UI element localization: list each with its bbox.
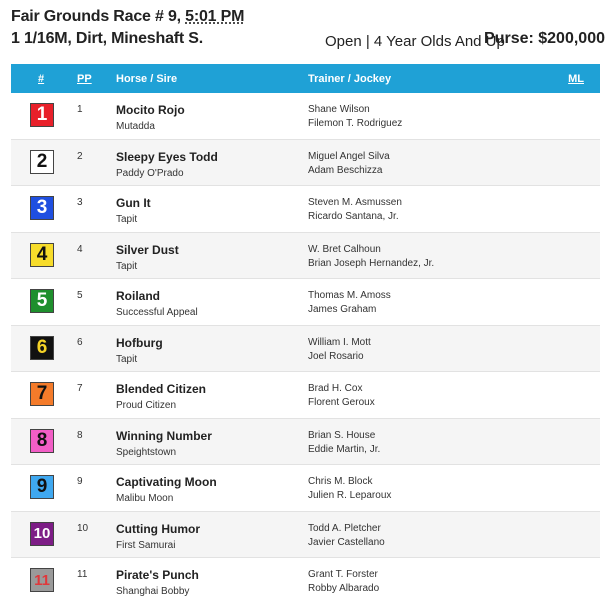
race-purse: Purse: $200,000: [484, 30, 605, 47]
sire-name: Mutadda: [116, 121, 155, 132]
sire-name: Tapit: [116, 353, 138, 365]
trainer-name: Grant T. Forster: [308, 569, 378, 580]
trainer-name: Todd A. Pletcher: [308, 522, 381, 534]
saddle-cloth-number: 7: [30, 382, 54, 406]
horse-name: Mocito Rojo: [116, 103, 185, 117]
sire-name: Tapit: [116, 214, 138, 225]
saddle-cloth-number: 2: [30, 150, 54, 174]
post-position: 11: [77, 569, 88, 580]
sire-name: Speightstown: [116, 446, 177, 458]
table-row: [11, 93, 600, 140]
jockey-name: James Graham: [308, 304, 377, 315]
post-position: 10: [77, 522, 89, 534]
post-position: 8: [77, 429, 83, 441]
table-header: [11, 64, 600, 93]
jockey-name: Javier Castellano: [308, 536, 385, 548]
saddle-cloth-number: 4: [30, 243, 54, 267]
sire-name: Shanghai Bobby: [116, 586, 190, 597]
table-row: [11, 140, 600, 187]
table-row: [11, 233, 600, 280]
horse-name: Pirate's Punch: [116, 568, 199, 582]
horse-name: Silver Dust: [116, 242, 179, 257]
saddle-cloth-number: 11: [30, 568, 54, 592]
header-program-number[interactable]: #: [38, 73, 45, 85]
post-position: 1: [77, 104, 83, 115]
post-position: 6: [77, 336, 83, 348]
post-position: 3: [77, 197, 83, 208]
race-title: [11, 8, 244, 26]
jockey-name: Eddie Martin, Jr.: [308, 443, 381, 455]
header-morning-line[interactable]: ML: [568, 73, 584, 85]
sire-name: Successful Appeal: [116, 307, 198, 318]
race-title-prefix: Fair Grounds Race # 9,: [11, 8, 186, 25]
post-position: 9: [77, 476, 83, 487]
post-position: 5: [77, 290, 83, 301]
post-time[interactable]: 5:01 PM: [185, 8, 245, 25]
table-body: [11, 93, 600, 601]
sire-name: Proud Citizen: [116, 400, 177, 411]
header-trainer-jockey: Trainer / Jockey: [308, 73, 392, 85]
horse-name: Gun It: [116, 196, 151, 210]
trainer-name: William I. Mott: [308, 336, 371, 348]
sire-name: First Samurai: [116, 539, 176, 551]
sire-name: Malibu Moon: [116, 493, 174, 504]
trainer-name: Steven M. Asmussen: [308, 197, 402, 208]
table-row: [11, 558, 600, 601]
trainer-name: Brad H. Cox: [308, 383, 363, 394]
trainer-name: Chris M. Block: [308, 476, 373, 487]
jockey-name: Robby Albarado: [308, 583, 380, 594]
jockey-name: Florent Geroux: [308, 397, 375, 408]
header-post-position[interactable]: PP: [77, 73, 92, 85]
saddle-cloth-number: 6: [30, 336, 54, 360]
saddle-cloth-number: 5: [30, 289, 54, 313]
horse-name: Captivating Moon: [116, 475, 217, 489]
jockey-name: Adam Beschizza: [308, 164, 383, 176]
table-row: [11, 512, 600, 559]
table-row: [11, 186, 600, 233]
table-row: [11, 419, 600, 466]
race-conditions: Open | 4 Year Olds And Up: [325, 33, 505, 50]
race-distance-surface: 1 1/16M, Dirt, Mineshaft S.: [11, 30, 203, 47]
trainer-name: W. Bret Calhoun: [308, 243, 381, 255]
saddle-cloth-number: 9: [30, 475, 54, 499]
trainer-name: Miguel Angel Silva: [308, 150, 390, 162]
horse-name: Winning Number: [116, 428, 212, 443]
saddle-cloth-number: 10: [30, 522, 54, 546]
trainer-name: Thomas M. Amoss: [308, 290, 391, 301]
trainer-name: Brian S. House: [308, 429, 376, 441]
jockey-name: Brian Joseph Hernandez, Jr.: [308, 257, 435, 269]
post-position: 7: [77, 383, 83, 394]
horse-name: Blended Citizen: [116, 382, 207, 396]
jockey-name: Ricardo Santana, Jr.: [308, 211, 399, 222]
table-row: [11, 465, 600, 512]
saddle-cloth-number: 1: [30, 103, 54, 127]
horse-name: Cutting Humor: [116, 521, 200, 536]
sire-name: Tapit: [116, 260, 138, 272]
race-header: [11, 6, 605, 62]
header-horse-sire: Horse / Sire: [116, 73, 178, 85]
horse-name: Hofburg: [116, 335, 163, 350]
horse-name: Roiland: [116, 289, 160, 303]
table-row: [11, 372, 600, 419]
table-row: [11, 279, 600, 326]
table-row: [11, 326, 600, 373]
jockey-name: Joel Rosario: [308, 350, 364, 362]
saddle-cloth-number: 3: [30, 196, 54, 220]
post-position: 4: [77, 243, 83, 255]
jockey-name: Filemon T. Rodriguez: [308, 118, 403, 129]
entries-table: [11, 64, 600, 601]
jockey-name: Julien R. Leparoux: [308, 490, 392, 501]
trainer-name: Shane Wilson: [308, 104, 370, 115]
post-position: 2: [77, 150, 83, 162]
horse-name: Sleepy Eyes Todd: [116, 149, 218, 164]
saddle-cloth-number: 8: [30, 429, 54, 453]
sire-name: Paddy O'Prado: [116, 167, 184, 179]
